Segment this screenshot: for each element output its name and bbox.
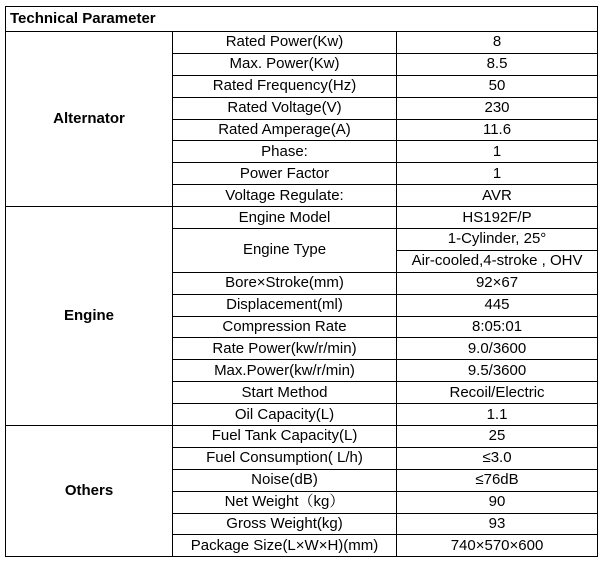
param-label: Oil Capacity(L) bbox=[173, 404, 397, 426]
param-value: 25 bbox=[397, 426, 598, 448]
param-value: HS192F/P bbox=[397, 207, 598, 229]
group-label-others: Others bbox=[6, 426, 173, 557]
param-value: 1-Cylinder, 25° bbox=[397, 229, 598, 251]
param-label: Fuel Consumption( L/h) bbox=[173, 447, 397, 469]
table-row bbox=[6, 32, 598, 54]
param-label: Noise(dB) bbox=[173, 469, 397, 491]
param-value: AVR bbox=[397, 185, 598, 207]
param-label: Fuel Tank Capacity(L) bbox=[173, 426, 397, 448]
param-label: Max.Power(kw/r/min) bbox=[173, 360, 397, 382]
param-label: Phase: bbox=[173, 141, 397, 163]
param-value: 90 bbox=[397, 491, 598, 513]
param-label: Displacement(ml) bbox=[173, 294, 397, 316]
param-value: 50 bbox=[397, 75, 598, 97]
param-value: 1 bbox=[397, 163, 598, 185]
param-value: ≤3.0 bbox=[397, 447, 598, 469]
group-label-alternator: Alternator bbox=[6, 32, 173, 207]
param-label: Power Factor bbox=[173, 163, 397, 185]
param-value: 740×570×600 bbox=[397, 535, 598, 557]
param-label: Engine Type bbox=[173, 229, 397, 273]
param-value: 1.1 bbox=[397, 404, 598, 426]
title-row bbox=[6, 7, 598, 32]
param-label: Voltage Regulate: bbox=[173, 185, 397, 207]
param-value: 1 bbox=[397, 141, 598, 163]
param-value: 9.5/3600 bbox=[397, 360, 598, 382]
param-label: Rated Voltage(V) bbox=[173, 97, 397, 119]
param-label: Rated Frequency(Hz) bbox=[173, 75, 397, 97]
table-row bbox=[6, 207, 598, 229]
param-label: Compression Rate bbox=[173, 316, 397, 338]
param-label: Rated Power(Kw) bbox=[173, 32, 397, 54]
param-label: Max. Power(Kw) bbox=[173, 53, 397, 75]
param-label: Rate Power(kw/r/min) bbox=[173, 338, 397, 360]
table-row bbox=[6, 426, 598, 448]
group-label-engine: Engine bbox=[6, 207, 173, 426]
param-value: Recoil/Electric bbox=[397, 382, 598, 404]
param-label: Start Method bbox=[173, 382, 397, 404]
param-value: 8 bbox=[397, 32, 598, 54]
param-value: 9.0/3600 bbox=[397, 338, 598, 360]
param-value: ≤76dB bbox=[397, 469, 598, 491]
param-value: 445 bbox=[397, 294, 598, 316]
param-value: 8:05:01 bbox=[397, 316, 598, 338]
param-label: Engine Model bbox=[173, 207, 397, 229]
param-value: 92×67 bbox=[397, 272, 598, 294]
param-value: 8.5 bbox=[397, 53, 598, 75]
table-title: Technical Parameter bbox=[6, 7, 598, 32]
technical-parameter-table bbox=[5, 6, 598, 557]
param-label: Bore×Stroke(mm) bbox=[173, 272, 397, 294]
param-value: 93 bbox=[397, 513, 598, 535]
param-label: Rated Amperage(A) bbox=[173, 119, 397, 141]
param-label: Gross Weight(kg) bbox=[173, 513, 397, 535]
param-label: Net Weight（kg） bbox=[173, 491, 397, 513]
param-value: 11.6 bbox=[397, 119, 598, 141]
param-value: 230 bbox=[397, 97, 598, 119]
param-label: Package Size(L×W×H)(mm) bbox=[173, 535, 397, 557]
param-value: Air-cooled,4-stroke , OHV bbox=[397, 250, 598, 272]
